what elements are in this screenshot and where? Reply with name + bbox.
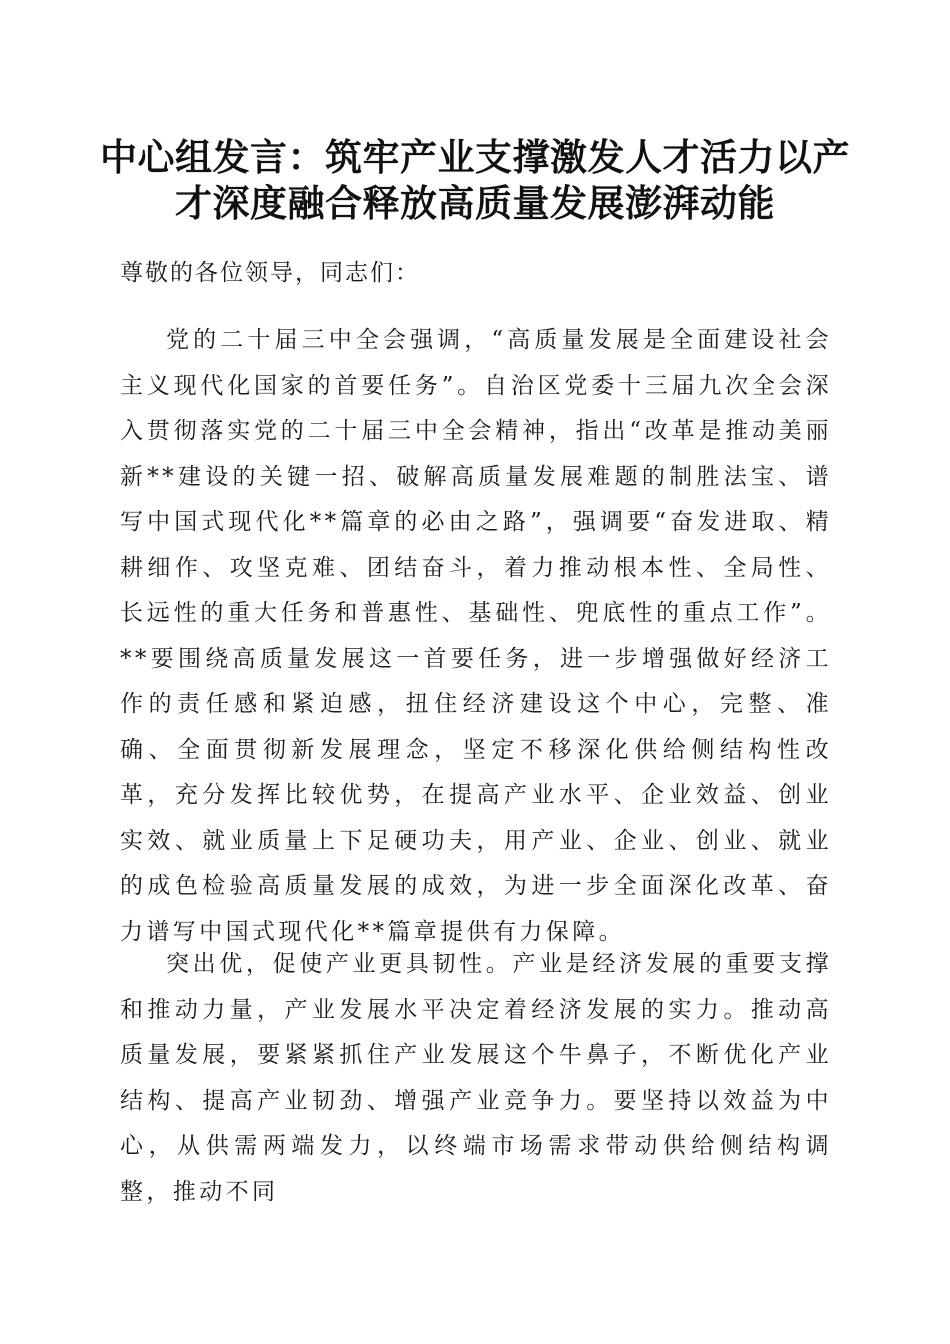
body-paragraph-2: 突出优，促使产业更具韧性。产业是经济发展的重要支撑和推动力量，产业发展水平决定着经济发展的实力。推动高质量发展，要紧紧抓住产业发展这个牛鼻子，不断优化产业结构、提高产业韧劲、增强产业竞争力。要坚持以效益为中心，从供需两端发力，以终端市场需求带动供给侧结构调整，推动不同	[120, 951, 832, 1205]
document-title-line-2: 才深度融合释放高质量发展澎湃动能	[175, 181, 775, 225]
salutation: 尊敬的各位领导，同志们：	[120, 260, 420, 286]
document-title-line-1: 中心组发言：筑牢产业支撑激发人才活力以产	[100, 135, 850, 179]
body-paragraph-1: 党的二十届三中全会强调，“高质量发展是全面建设社会主义现代化国家的首要任务”。自治区党委十三届九次全会深入贯彻落实党的二十届三中全会精神，指出“改革是推动美丽新**建设的关键一招、破解高质量发展难题的制胜法宝、谱写中国式现代化**篇章的必由之路”，强调要“奋发进取、精耕细作、攻坚克难、团结奋斗，着力推动根本性、全局性、长远性的重大任务和普惠性、基础性、兜底性的重点工作”。**要围绕高质量发展这一首要任务，进一步增强做好经济工作的责任感和紧迫感，扭住经济建设这个中心，完整、准确、全面贯彻新发展理念，坚定不移深化供给侧结构性改革，充分发挥比较优势，在提高产业水平、企业效益、创业实效、就业质量上下足硬功夫，用产业、企业、创业、就业的成色检验高质量发展的成效，为进一步全面深化改革、奋力谱写中国式现代化**篇章提供有力保障。	[120, 327, 832, 945]
